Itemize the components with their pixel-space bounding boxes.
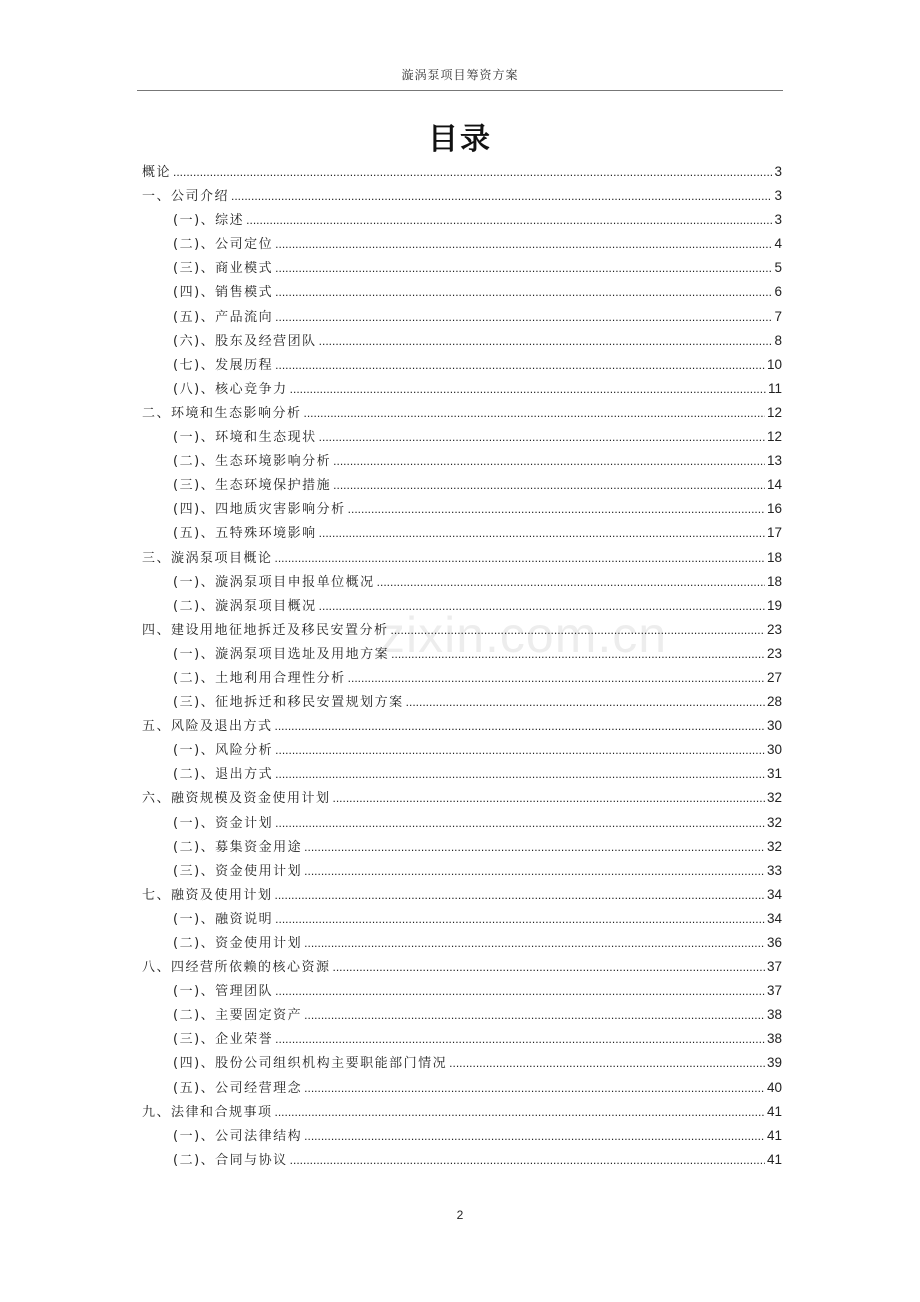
toc-entry-label: 概论 [142, 165, 172, 180]
toc-section-entry[interactable] [142, 1124, 782, 1148]
toc-entry-label: 二、环境和生态影响分析 [142, 405, 302, 421]
toc-entry-page: 6 [774, 284, 782, 300]
toc-dot-leader [304, 1124, 765, 1148]
toc-dot-leader [275, 714, 765, 738]
toc-entry-label: (三)、资金使用计划 [173, 863, 303, 879]
toc-entry-label: (一)、综述 [173, 213, 245, 229]
toc-entry-label: (一)、漩涡泵项目申报单位概况 [173, 574, 375, 590]
toc-entry-label: (四)、股份公司组织机构主要职能部门情况 [173, 1056, 448, 1072]
toc-entry-page: 38 [766, 1031, 782, 1047]
toc-entry-page: 12 [766, 404, 782, 420]
toc-entry-label: (三)、生态环境保护措施 [173, 478, 332, 494]
toc-entry-label: (五)、五特殊环境影响 [173, 526, 317, 542]
toc-dot-leader [319, 521, 765, 545]
toc-entry-page: 5 [774, 260, 782, 276]
toc-section-entry[interactable] [142, 208, 782, 232]
toc-entry-label: (二)、募集资金用途 [173, 839, 303, 855]
toc-entry-label: (二)、退出方式 [173, 767, 274, 783]
toc-entry-label: (四)、四地质灾害影响分析 [173, 502, 346, 518]
toc-section-entry[interactable] [142, 570, 782, 594]
toc-section-entry[interactable] [142, 642, 782, 666]
toc-entry-page: 30 [766, 742, 782, 758]
toc-section-entry[interactable] [142, 353, 782, 377]
toc-entry-label: 一、公司介绍 [142, 189, 230, 205]
toc-dot-leader [275, 353, 765, 377]
toc-dot-leader [275, 1100, 765, 1124]
toc-section-entry[interactable] [142, 738, 782, 762]
toc-chapter-entry[interactable] [142, 618, 782, 642]
toc-entry-label: (二)、资金使用计划 [173, 936, 303, 951]
toc-dot-leader [319, 594, 765, 618]
toc-section-entry[interactable] [142, 811, 782, 835]
toc-dot-leader [173, 160, 772, 184]
toc-entry-label: (二)、漩涡泵项目概况 [173, 598, 317, 614]
toc-section-entry[interactable] [142, 666, 782, 690]
toc-entry-page: 31 [766, 766, 782, 782]
toc-section-entry[interactable] [142, 425, 782, 449]
toc-entry-page: 10 [766, 356, 782, 372]
toc-section-entry[interactable] [142, 473, 782, 497]
toc-entry-label: 五、风险及退出方式 [142, 719, 273, 735]
toc-entry-page: 18 [766, 549, 782, 565]
toc-dot-leader [406, 690, 765, 714]
toc-dot-leader [391, 618, 765, 642]
toc-dot-leader [319, 329, 773, 353]
toc-section-entry[interactable] [142, 377, 782, 401]
toc-entry-page: 4 [774, 236, 782, 252]
toc-chapter-entry[interactable] [142, 160, 782, 184]
toc-dot-leader [275, 979, 765, 1003]
toc-dot-leader [377, 570, 765, 594]
toc-entry-page: 32 [766, 814, 782, 830]
toc-entry-label: 七、融资及使用计划 [142, 887, 273, 903]
toc-entry-label: (二)、合同与协议 [173, 1152, 288, 1168]
toc-dot-leader [275, 762, 765, 786]
toc-title: 目录 [428, 122, 492, 157]
toc-entry-page: 3 [774, 212, 782, 228]
toc-section-entry[interactable] [142, 979, 782, 1003]
toc-dot-leader [275, 907, 765, 931]
toc-entry-page: 41 [766, 1127, 782, 1143]
toc-section-entry[interactable] [142, 1076, 782, 1100]
toc-dot-leader [275, 811, 765, 835]
toc-entry-page: 11 [767, 380, 782, 396]
toc-entry-page: 3 [774, 188, 782, 204]
toc-dot-leader [304, 859, 765, 883]
toc-entry-label: 四、建设用地征地拆迁及移民安置分析 [142, 622, 389, 638]
toc-entry-page: 8 [774, 332, 782, 348]
toc-section-entry[interactable] [142, 232, 782, 256]
toc-entry-page: 34 [766, 910, 782, 926]
watermark: zixin.com.cn [380, 607, 668, 663]
toc-entry-label: (一)、管理团队 [173, 984, 274, 1000]
toc-entry-page: 27 [766, 669, 782, 685]
toc-dot-leader [275, 883, 765, 907]
toc-entry-page: 18 [766, 573, 782, 589]
toc-entry-page: 17 [766, 525, 782, 541]
toc-entry-page: 39 [766, 1055, 782, 1071]
toc-dot-leader [275, 738, 765, 762]
toc-dot-leader [348, 666, 765, 690]
toc-dot-leader [304, 931, 765, 955]
toc-entry-label: 九、法律和合规事项 [142, 1104, 273, 1120]
toc-entry-page: 7 [774, 308, 782, 324]
toc-entry-page: 19 [766, 597, 782, 613]
toc-entry-page: 38 [766, 1007, 782, 1023]
toc-dot-leader [449, 1051, 765, 1075]
toc-entry-label: (二)、公司定位 [173, 237, 274, 253]
toc-section-entry[interactable] [142, 594, 782, 618]
toc-entry-label: (三)、征地拆迁和移民安置规划方案 [173, 695, 404, 711]
toc-section-entry[interactable] [142, 1027, 782, 1051]
toc-section-entry[interactable] [142, 835, 782, 859]
toc-section-entry[interactable] [142, 1148, 782, 1172]
toc-entry-page: 40 [766, 1079, 782, 1095]
toc-dot-leader [333, 955, 765, 979]
toc-section-entry[interactable] [142, 449, 782, 473]
toc-dot-leader [275, 305, 772, 329]
toc-section-entry[interactable] [142, 1051, 782, 1075]
toc-entry-page: 23 [766, 621, 782, 637]
toc-entry-label: 八、四经营所依赖的核心资源 [142, 960, 331, 976]
toc-entry-label: (五)、产品流向 [173, 309, 274, 325]
toc-section-entry[interactable] [142, 521, 782, 545]
toc-entry-label: (五)、公司经营理念 [173, 1080, 303, 1096]
toc-entry-label: (七)、发展历程 [173, 357, 274, 373]
toc-chapter-entry[interactable] [142, 714, 782, 738]
toc-entry-page: 33 [766, 862, 782, 878]
toc-chapter-entry[interactable] [142, 955, 782, 979]
toc-dot-leader [275, 280, 772, 304]
toc-dot-leader [304, 401, 765, 425]
toc-chapter-entry[interactable] [142, 546, 782, 570]
toc-dot-leader [333, 786, 765, 810]
toc-entry-label: (一)、漩涡泵项目选址及用地方案 [173, 646, 390, 662]
toc-dot-leader [391, 642, 765, 666]
toc-entry-label: (一)、环境和生态现状 [173, 430, 317, 446]
toc-dot-leader [333, 473, 765, 497]
toc-entry-page: 36 [766, 935, 782, 950]
toc-dot-leader [333, 449, 765, 473]
toc-entry-label: 三、漩涡泵项目概论 [142, 550, 273, 566]
toc-section-entry[interactable] [142, 931, 782, 955]
toc-entry-page: 16 [766, 501, 782, 517]
toc-dot-leader [275, 546, 765, 570]
toc-entry-label: (二)、生态环境影响分析 [173, 454, 332, 470]
toc-dot-leader [348, 497, 765, 521]
toc-section-entry[interactable] [142, 1003, 782, 1027]
toc-dot-leader [246, 208, 772, 232]
toc-entry-page: 32 [766, 790, 782, 806]
toc-entry-label: (一)、风险分析 [173, 743, 274, 759]
toc-entry-page: 28 [766, 694, 782, 710]
toc-entry-page: 37 [766, 983, 782, 999]
toc-chapter-entry[interactable] [142, 401, 782, 425]
toc-entry-label: (三)、商业模式 [173, 261, 274, 277]
running-header: 漩涡泵项目筹资方案 [401, 68, 519, 82]
toc-dot-leader [275, 1027, 765, 1051]
toc-entry-page: 14 [766, 477, 782, 493]
toc-entry-page: 3 [774, 164, 782, 179]
toc-entry-label: (三)、企业荣誉 [173, 1032, 274, 1048]
toc-dot-leader [304, 1076, 765, 1100]
toc-dot-leader [319, 425, 765, 449]
toc-dot-leader [290, 1148, 765, 1172]
toc-chapter-entry[interactable] [142, 184, 782, 208]
toc-entry-label: (四)、销售模式 [173, 285, 274, 301]
toc-entry-page: 13 [766, 453, 782, 469]
toc-entry-label: (一)、资金计划 [173, 815, 274, 831]
toc-section-entry[interactable] [142, 907, 782, 931]
toc-dot-leader [304, 835, 765, 859]
toc-entry-label: (八)、核心竞争力 [173, 381, 288, 397]
toc-chapter-entry[interactable] [142, 1100, 782, 1124]
toc-dot-leader [290, 377, 766, 401]
toc-dot-leader [231, 184, 772, 208]
toc-section-entry[interactable] [142, 280, 782, 304]
toc-dot-leader [275, 256, 772, 280]
toc-entry-label: (一)、融资说明 [173, 911, 274, 927]
toc-dot-leader [304, 1003, 765, 1027]
toc-section-entry[interactable] [142, 497, 782, 521]
toc-entry-page: 41 [766, 1151, 782, 1167]
toc-entry-page: 34 [766, 886, 782, 902]
toc-entry-label: 六、融资规模及资金使用计划 [142, 791, 331, 807]
toc-entry-label: (一)、公司法律结构 [173, 1128, 303, 1144]
toc-dot-leader [275, 232, 772, 256]
toc-entry-page: 12 [766, 429, 782, 445]
toc-section-entry[interactable] [142, 305, 782, 329]
table-of-contents [142, 160, 782, 1172]
toc-section-entry[interactable] [142, 762, 782, 786]
toc-entry-page: 32 [766, 838, 782, 854]
toc-entry-label: (二)、主要固定资产 [173, 1008, 303, 1024]
toc-entry-page: 37 [766, 959, 782, 975]
toc-entry-label: (六)、股东及经营团队 [173, 333, 317, 349]
toc-chapter-entry[interactable] [142, 883, 782, 907]
toc-entry-label: (二)、土地利用合理性分析 [173, 670, 346, 686]
toc-entry-page: 41 [766, 1103, 782, 1119]
toc-entry-page: 23 [766, 645, 782, 661]
toc-chapter-entry[interactable] [142, 786, 782, 810]
page-number: 2 [456, 1208, 464, 1222]
toc-section-entry[interactable] [142, 329, 782, 353]
toc-section-entry[interactable] [142, 690, 782, 714]
toc-section-entry[interactable] [142, 859, 782, 883]
toc-entry-page: 30 [766, 718, 782, 734]
toc-section-entry[interactable] [142, 256, 782, 280]
header-divider [137, 90, 783, 91]
